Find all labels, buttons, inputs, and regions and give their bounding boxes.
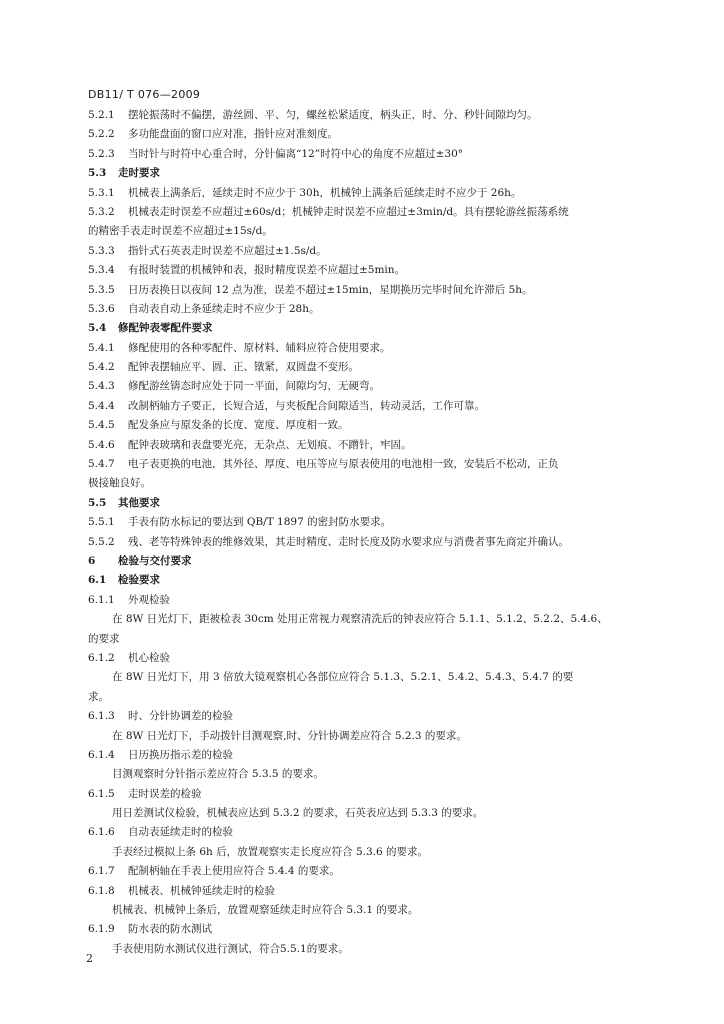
clause-number: 6.1.6 — [88, 826, 115, 839]
clause-number: 5.3.3 — [88, 244, 115, 257]
clause-text: 有报时装置的机械钟和表，报时精度误差不应超过±5min。 — [128, 264, 406, 277]
clause-text: 机械表上满条后，延续走时不应少于 30h，机械钟上满条后延续走时不应少于 26h。 — [128, 186, 522, 199]
clause-text: 在 8W 日光灯下，距被检表 30cm 处用正常视力观察清洗后的钟表应符合 5.1.1、5.1.2、5.2.2、5.4.6、 — [112, 613, 608, 626]
text-line — [88, 746, 658, 765]
clause-number: 6.1.3 — [88, 710, 115, 723]
clause-number: 5.4.4 — [88, 399, 115, 412]
clause-text: 电子表更换的电池，其外径、厚度、电压等应与原表使用的电池相一致，安装后不松动，正负 — [128, 458, 559, 471]
text-line — [88, 300, 658, 319]
clause-text: 当时针与时符中心重合时，分针偏离“12”时符中心的角度不应超过±30° — [128, 147, 464, 160]
clause-text: 多功能盘面的窗口应对准，指针应对准刻度。 — [128, 128, 338, 141]
clause-text: 目测观察时分针指示差应符合 5.3.5 的要求。 — [112, 768, 324, 781]
clause-text: 走时误差的检验 — [128, 787, 202, 800]
clause-number: 5.4 — [88, 322, 107, 335]
clause-number: 5.4.1 — [88, 341, 115, 354]
clause-text: 自动表延续走时的检验 — [128, 826, 233, 839]
section-heading — [88, 319, 658, 338]
clause-text: 残、老等特殊钟表的维修效果，其走时精度、走时长度及防水要求应与消费者事先商定并确认。 — [128, 535, 569, 548]
clause-number: 6.1.8 — [88, 884, 115, 897]
section-heading — [88, 571, 658, 590]
clause-number: 5.4.5 — [88, 419, 115, 432]
text-line — [88, 455, 658, 474]
clause-number: 5.3.2 — [88, 205, 115, 218]
clause-number: 5.2.3 — [88, 147, 115, 160]
clause-text: 检验要求 — [118, 574, 160, 587]
clause-number: 5.3.6 — [88, 302, 115, 315]
clause-text: 外观检验 — [128, 593, 170, 606]
clause-text: 自动表自动上条延续走时不应少于 28h。 — [128, 302, 320, 315]
clause-text: 配制柄轴在手表上使用应符合 5.4.4 的要求。 — [128, 865, 340, 878]
text-line — [88, 668, 658, 687]
clause-number: 5.3.1 — [88, 186, 115, 199]
text-line — [88, 630, 658, 649]
text-line — [88, 242, 658, 261]
clause-text: 机械表、机械钟上条后，放置观察延续走时应符合 5.3.1 的要求。 — [112, 904, 419, 917]
clause-number: 5.5.1 — [88, 516, 115, 529]
clause-number: 6.1.2 — [88, 651, 115, 664]
text-line — [88, 397, 658, 416]
clause-number: 5.3.5 — [88, 283, 115, 296]
clause-text: 日历换历指示差的检验 — [128, 748, 233, 761]
clause-text: 机械表走时误差不应超过±60s/d；机械钟走时误差不应超过±3min/d。具有摆轮游丝振荡系统 — [128, 205, 569, 218]
clause-number: 5.4.2 — [88, 361, 115, 374]
text-line — [88, 222, 658, 241]
clause-number: 5.4.6 — [88, 438, 115, 451]
section-heading — [88, 552, 658, 571]
text-line — [88, 474, 658, 493]
clause-text: 用日差测试仪检验，机械表应达到 5.3.2 的要求，石英表应达到 5.3.3 的要求。 — [112, 807, 484, 820]
text-line — [88, 882, 658, 901]
clause-text: 日历表换日以夜间 12 点为准，误差不超过±15min，星期换历完毕时间允许滞后 5h。 — [128, 283, 533, 296]
text-line — [88, 823, 658, 842]
clause-text: 其他要求 — [118, 496, 160, 509]
text-line — [88, 436, 658, 455]
text-line — [88, 765, 658, 784]
text-line — [88, 785, 658, 804]
clause-number: 5.5 — [88, 496, 107, 509]
text-line — [88, 339, 658, 358]
clause-text: 的要求 — [88, 632, 120, 645]
text-line — [88, 940, 658, 959]
clause-text: 求。 — [88, 690, 109, 703]
text-line — [88, 184, 658, 203]
text-line — [88, 533, 658, 552]
clause-text: 修配使用的各种零配件、原材料、辅料应符合使用要求。 — [128, 341, 391, 354]
clause-text: 在 8W 日光灯下，用 3 倍放大镜观察机心各部位应符合 5.1.3、5.2.1、5.4.2、5.4.3、5.4.7 的要 — [112, 671, 574, 684]
clause-text: 手表经过模拟上条 6h 后，放置观察实走长度应符合 5.3.6 的要求。 — [112, 845, 429, 858]
text-line — [88, 377, 658, 396]
clause-text: 配钟表玻璃和表盘要光亮，无杂点、无划痕、不蹭针，牢固。 — [128, 438, 412, 451]
clause-number: 5.3.4 — [88, 264, 115, 277]
text-line — [88, 901, 658, 920]
clause-text: 机心检验 — [128, 651, 170, 664]
text-line — [88, 804, 658, 823]
page-number: 2 — [86, 952, 93, 965]
text-line — [88, 610, 658, 629]
clause-text: 极接触良好。 — [88, 477, 151, 490]
clause-text: 走时要求 — [118, 167, 160, 180]
clause-text: 修配游丝锛态时应处于同一平面，间隙均匀，无硬弯。 — [128, 380, 380, 393]
clause-number: 6.1.4 — [88, 748, 115, 761]
text-line — [88, 727, 658, 746]
text-line — [88, 843, 658, 862]
clause-number: 6.1.9 — [88, 923, 115, 936]
clause-text: 配钟表摆轴应平、圆、正、镦紧，双圆盘不变形。 — [128, 361, 359, 374]
clause-text: 手表使用防水测试仪进行测试，符合5.5.1的要求。 — [112, 942, 349, 955]
text-line — [88, 707, 658, 726]
section-heading — [88, 164, 658, 183]
text-line — [88, 513, 658, 532]
clause-number: 5.2.2 — [88, 128, 115, 141]
clause-number: 5.5.2 — [88, 535, 115, 548]
clause-number: 6.1.1 — [88, 593, 115, 606]
clause-number: 5.3 — [88, 167, 107, 180]
document-body — [88, 106, 658, 959]
clause-text: 摆轮振荡时不偏摆，游丝圆、平、匀，螺丝松紧适度，柄头正，时、分、秒针间隙均匀。 — [128, 109, 538, 121]
clause-text: 防水表的防水测试 — [128, 923, 212, 936]
clause-number: 6.1 — [88, 574, 107, 587]
clause-number: 5.2.1 — [88, 109, 115, 121]
clause-text: 时、分针协调差的检验 — [128, 710, 233, 723]
clause-number: 6.1.5 — [88, 787, 115, 800]
text-line — [88, 862, 658, 881]
clause-text: 在 8W 日光灯下，手动拨针目测观察,时、分针协调差应符合 5.2.3 的要求。 — [112, 729, 467, 742]
text-line — [88, 145, 658, 164]
text-line — [88, 125, 658, 144]
text-line — [88, 281, 658, 300]
clause-number: 5.4.7 — [88, 458, 115, 471]
clause-text: 改制柄轴方子要正，长短合适，与夹板配合间隙适当，转动灵活，工作可靠。 — [128, 399, 485, 412]
text-line — [88, 591, 658, 610]
text-line — [88, 358, 658, 377]
clause-number: 5.4.3 — [88, 380, 115, 393]
text-line — [88, 106, 658, 125]
clause-text: 配发条应与原发条的长度、宽度、厚度相一致。 — [128, 419, 349, 432]
section-heading — [88, 494, 658, 513]
text-line — [88, 649, 658, 668]
text-line — [88, 416, 658, 435]
clause-text: 指针式石英表走时误差不应超过±1.5s/d。 — [128, 244, 327, 257]
clause-number: 6.1.7 — [88, 865, 115, 878]
clause-text: 的精密手表走时误差不应超过±15s/d。 — [88, 225, 273, 238]
clause-text: 检验与交付要求 — [118, 554, 192, 567]
document-header: DB11/ T 076—2009 — [88, 88, 201, 101]
clause-text: 机械表、机械钟延续走时的检验 — [128, 884, 275, 897]
text-line — [88, 203, 658, 222]
clause-text: 手表有防水标记的要达到 QB/T 1897 的密封防水要求。 — [128, 516, 392, 529]
text-line — [88, 688, 658, 707]
clause-text: 修配钟表零配件要求 — [118, 322, 213, 335]
text-line — [88, 920, 658, 939]
clause-number: 6 — [88, 554, 96, 567]
text-line — [88, 261, 658, 280]
